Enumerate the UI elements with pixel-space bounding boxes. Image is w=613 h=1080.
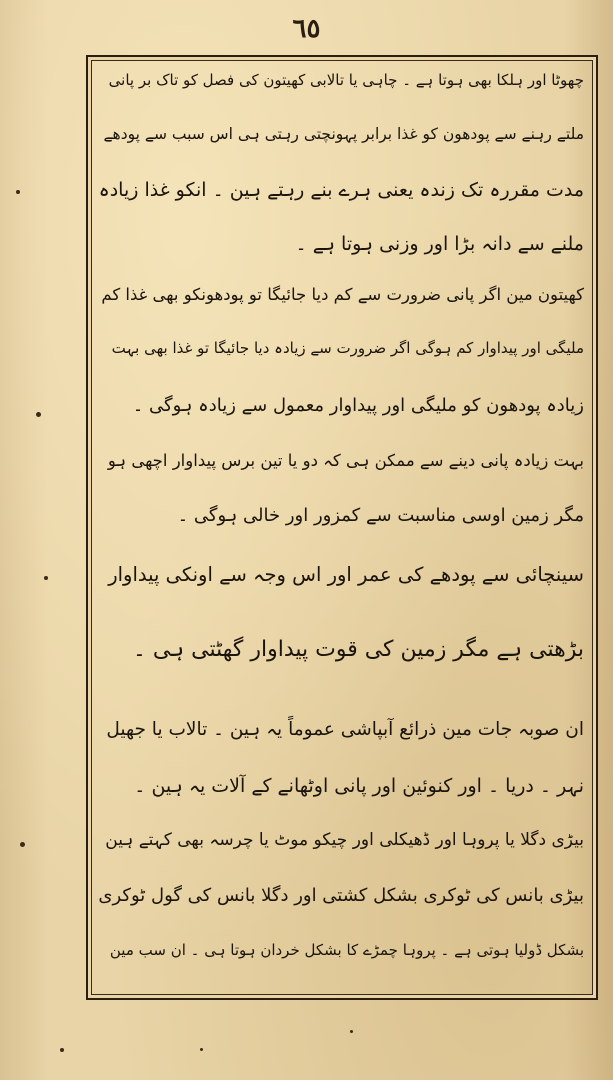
page-number: ٦٥ bbox=[292, 14, 321, 44]
text-line: بیڑی بانس کی ٹوکری بشکل کشتی اور دگلا بانس کی گول ٹوکری bbox=[98, 885, 584, 906]
paper-speck bbox=[36, 412, 41, 417]
text-line: مگر زمین اوسی مناسبت سے کمزور اور خالی ہوگی ۔ bbox=[177, 505, 584, 526]
text-line: بہت زیادہ پانی دینے سے ممکن ہی کہ دو یا تین برس پیداوار اچھی ہو bbox=[107, 451, 584, 470]
text-frame bbox=[86, 55, 598, 1000]
paper-speck bbox=[60, 1048, 64, 1052]
paper-speck bbox=[16, 190, 20, 194]
text-line: ملتے رہنے سے پودھون کو غذا برابر پہونچتی رہتی ہی اس سبب سے پودھے bbox=[103, 125, 584, 143]
text-line: چھوٹا اور ہلکا بھی ہوتا ہے ۔ چاہی یا تالابی کھیتون کی فصل کو تاک بر پانی bbox=[108, 71, 584, 89]
paper-speck bbox=[20, 842, 25, 847]
text-line: مدت مقررہ تک زندہ یعنی ہرے بنے رہتے ہین ۔ انکو غذا زیادہ bbox=[98, 179, 584, 201]
paper-speck bbox=[200, 1048, 203, 1051]
text-line: ان صوبہ جات مین ذرائع آبپاشی عموماً یہ ہین ۔ تالاب یا جھیل bbox=[106, 719, 584, 740]
text-line: بشکل ڈولیا ہوتی ہے ۔ پروہا چمڑے کا بشکل خردان ہوتا ہی ۔ ان سب مین bbox=[109, 941, 584, 959]
paper-speck bbox=[44, 576, 48, 580]
text-line: زیادہ پودھون کو ملیگی اور پیداوار معمول سے زیادہ ہوگی ۔ bbox=[132, 395, 584, 416]
text-line: ملیگی اور پیداوار کم ہوگی اگر ضرورت سے زیادہ دیا جائیگا تو غذا بھی بہت bbox=[111, 339, 584, 357]
text-line: بڑھتی ہے مگر زمین کی قوت پیداوار گھٹتی ہی ۔ bbox=[133, 637, 584, 662]
paper-speck bbox=[350, 1030, 353, 1033]
text-line: سینچائی سے پودھے کی عمر اور اس وجہ سے اونکی پیداوار bbox=[108, 563, 584, 586]
text-line: بیڑی دگلا یا پروہا اور ڈھیکلی اور چیکو موٹ یا چرسہ بھی کہتے ہین bbox=[105, 830, 584, 850]
text-line: نہر ۔ دریا ۔ اور کنوئین اور پانی اوٹھانے کے آلات یہ ہین ۔ bbox=[134, 775, 584, 797]
text-line: ملنے سے دانہ بڑا اور وزنی ہوتا ہے ۔ bbox=[295, 233, 584, 255]
text-line: کھیتون مین اگر پانی ضرورت سے کم دیا جائیگا تو پودھونکو بھی غذا کم bbox=[101, 285, 584, 304]
